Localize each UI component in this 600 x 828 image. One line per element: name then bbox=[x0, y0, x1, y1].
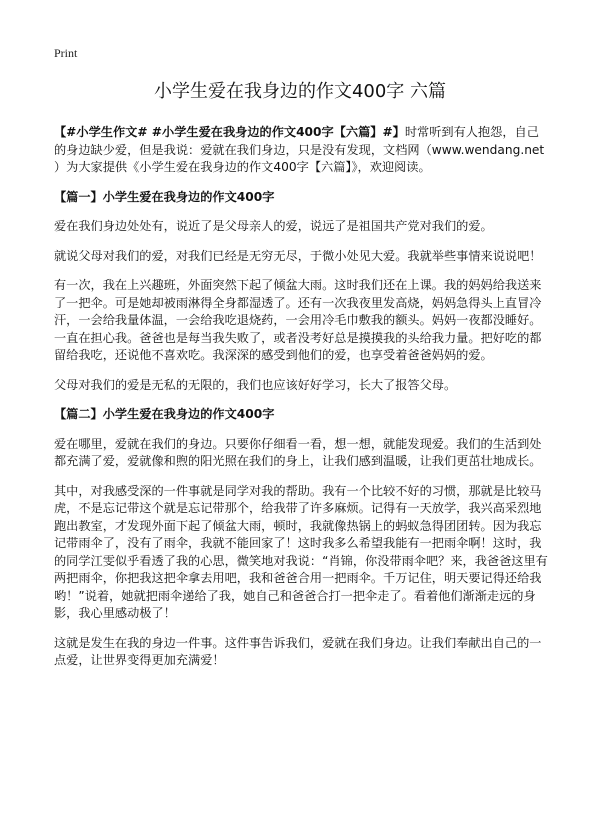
paragraph: 这就是发生在我的身边一件事。这件事告诉我们，爱就在我们身边。让我们奉献出自己的一点爱，让世界变得更加充满爱！ bbox=[54, 635, 542, 667]
print-link[interactable]: Print bbox=[54, 46, 78, 60]
paragraph: 其中，对我感受深的一件事就是同学对我的帮助。我有一个比较不好的习惯，那就是比较马虎，不是忘记带这个就是忘记带那个，给我带了许多麻烦。记得有一天放学，我兴高采烈地跑出教室，才发现外面下起了倾盆大雨，顿时，我就像热锅上的蚂蚁急得团团转。因为我忘记带雨伞了，没有了雨伞，我就不能回家了！这时我多么希望我能有一把雨伞啊！这时，我的同学江雯似乎看透了我的心思，微笑地对我说：“肖锦，你没带雨伞吧？来，我爸爸这里有两把雨伞，你把我这把伞拿去用吧，我和爸爸合用一把雨伞。千万记住，明天要记得还给我哟！”说着，她就把雨伞递给了我，她自己和爸爸合打一把伞走了。看着他们渐渐走远的身影，我心里感动极了！ bbox=[54, 483, 548, 620]
paragraph: 爱在哪里，爱就在我们的身边。只要你仔细看一看，想一想，就能发现爱。我们的生活到处都充满了爱，爱就像和煦的阳光照在我们的身上，让我们感到温暖，让我们更茁壮地成长。 bbox=[54, 436, 542, 468]
intro-text: 时常听到有人抱怨，自己的身边缺少爱，但是我说：爱就在我们身边，只是没有发现，文档网（www.wendang.net ）为大家提供《小学生爱在我身边的作文400字【六篇】》，欢迎阅读。 bbox=[54, 125, 545, 174]
paragraph: 就说父母对我们的爱，对我们已经是无穷无尽，于微小处见大爱。我就举些事情来说说吧！ bbox=[54, 248, 542, 263]
intro-paragraph bbox=[54, 124, 548, 177]
section-heading-text: 【篇二】小学生爱在我身边的作文400字 bbox=[54, 407, 275, 421]
intro-tag: 【#小学生作文# #小学生爱在我身边的作文400字【六篇】#】 bbox=[54, 125, 405, 139]
section-heading-1 bbox=[54, 189, 548, 207]
paragraph: 爱在我们身边处处有，说近了是父母亲人的爱，说远了是祖国共产党对我们的爱。 bbox=[54, 219, 493, 233]
page-title: 小学生爱在我身边的作文400字 六篇 bbox=[153, 81, 447, 102]
article-body bbox=[54, 124, 548, 682]
section-heading-text: 【篇一】小学生爱在我身边的作文400字 bbox=[54, 189, 275, 204]
paragraph: 有一次，我在上兴趣班，外面突然下起了倾盆大雨。这时我们还在上课。我的妈妈给我送来了一把伞。可是她却被雨淋得全身都湿透了。还有一次我夜里发高烧，妈妈急得头上直冒冷汗，一会给我量体温，一会给我吃退烧药，一会用冷毛巾敷我的额头。妈妈一夜都没睡好。一直在担心我。爸爸也是每当我失败了，或者没考好总是摸摸我的头给我力量。把好吃的都留给我吃，还说他不喜欢吃。我深深的感受到他们的爱，也享受着爸爸妈妈的爱。 bbox=[54, 278, 542, 362]
section-heading-2 bbox=[54, 406, 548, 424]
paragraph: 父母对我们的爱是无私的无限的，我们也应该好好学习，长大了报答父母。 bbox=[54, 377, 457, 392]
